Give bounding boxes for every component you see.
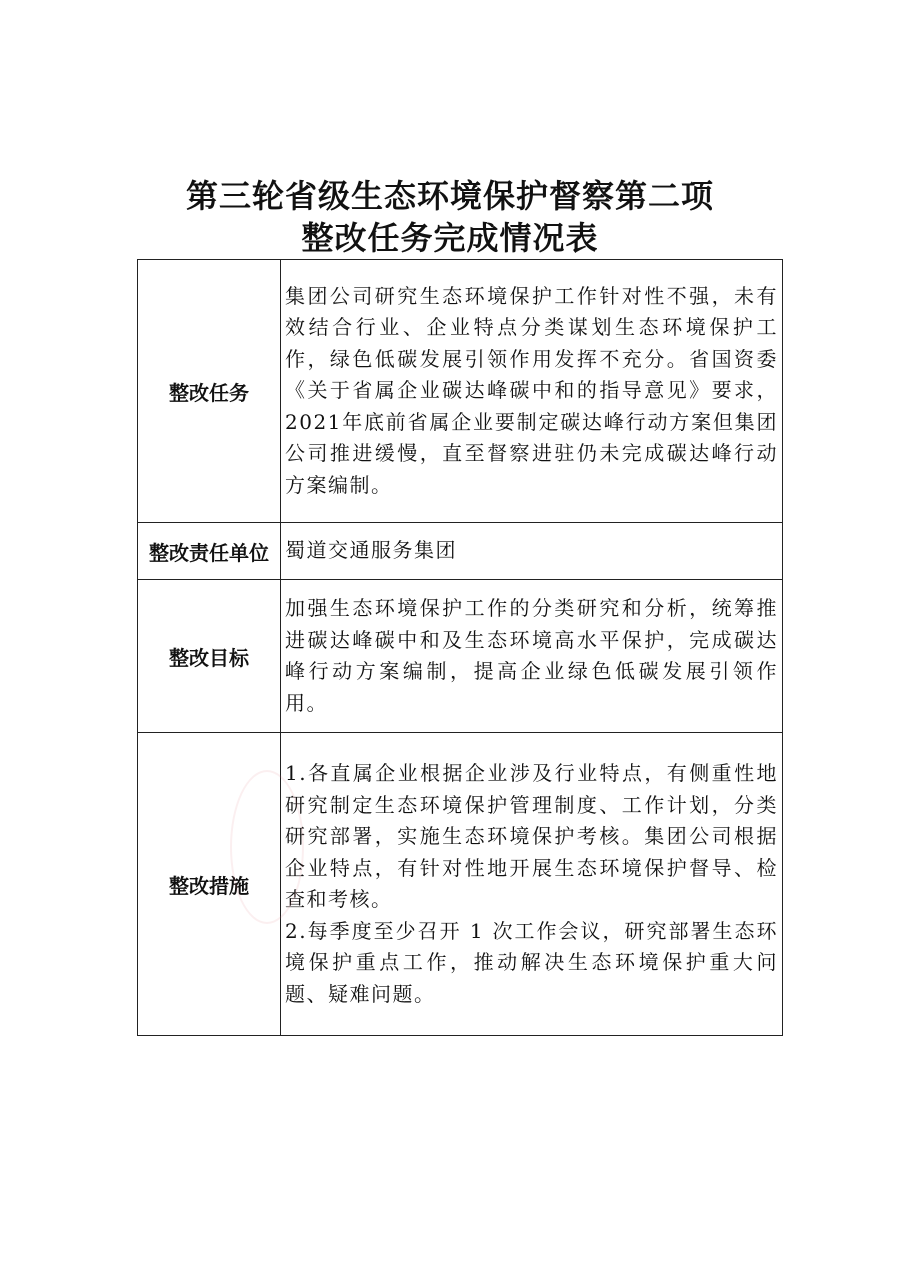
rectification-table (137, 259, 783, 1036)
row-content-task: 集团公司研究生态环境保护工作针对性不强，未有效结合行业、企业特点分类谋划生态环境保护工作，绿色低碳发展引领作用发挥不充分。省国资委《关于省属企业碳达峰碳中和的指导意见》要求，2021年底前省属企业要制定碳达峰行动方案但集团公司推进缓慢，直至督察进驻仍未完成碳达峰行动方案编制。 (281, 260, 783, 523)
table-row-goal (138, 580, 783, 733)
row-label-task: 整改任务 (138, 260, 281, 523)
table-row-task (138, 260, 783, 523)
row-label-measures: 整改措施 (138, 733, 281, 1036)
document-title-line-1: 第三轮省级生态环境保护督察第二项 (185, 177, 714, 215)
row-label-responsible-unit: 整改责任单位 (138, 523, 281, 580)
row-content-responsible-unit: 蜀道交通服务集团 (281, 523, 783, 580)
document-title-line-2: 整改任务完成情况表 (301, 219, 599, 257)
table-row-responsible-unit (138, 523, 783, 580)
table-row-measures (138, 733, 783, 1036)
measure-item-1: 1.各直属企业根据企业涉及行业特点，有侧重性地研究制定生态环境保护管理制度、工作计划，分类研究部署，实施生态环境保护考核。集团公司根据企业特点，有针对性地开展生态环境保护督导、检查和考核。 (285, 761, 778, 911)
measure-item-2: 2.每季度至少召开 1 次工作会议，研究部署生态环境保护重点工作，推动解决生态环境保护重大问题、疑难问题。 (285, 918, 778, 1006)
row-content-goal: 加强生态环境保护工作的分类研究和分析，统筹推进碳达峰碳中和及生态环境高水平保护，完成碳达峰行动方案编制，提高企业绿色低碳发展引领作用。 (281, 580, 783, 733)
row-label-goal: 整改目标 (138, 580, 281, 733)
row-content-measures (281, 733, 783, 1036)
